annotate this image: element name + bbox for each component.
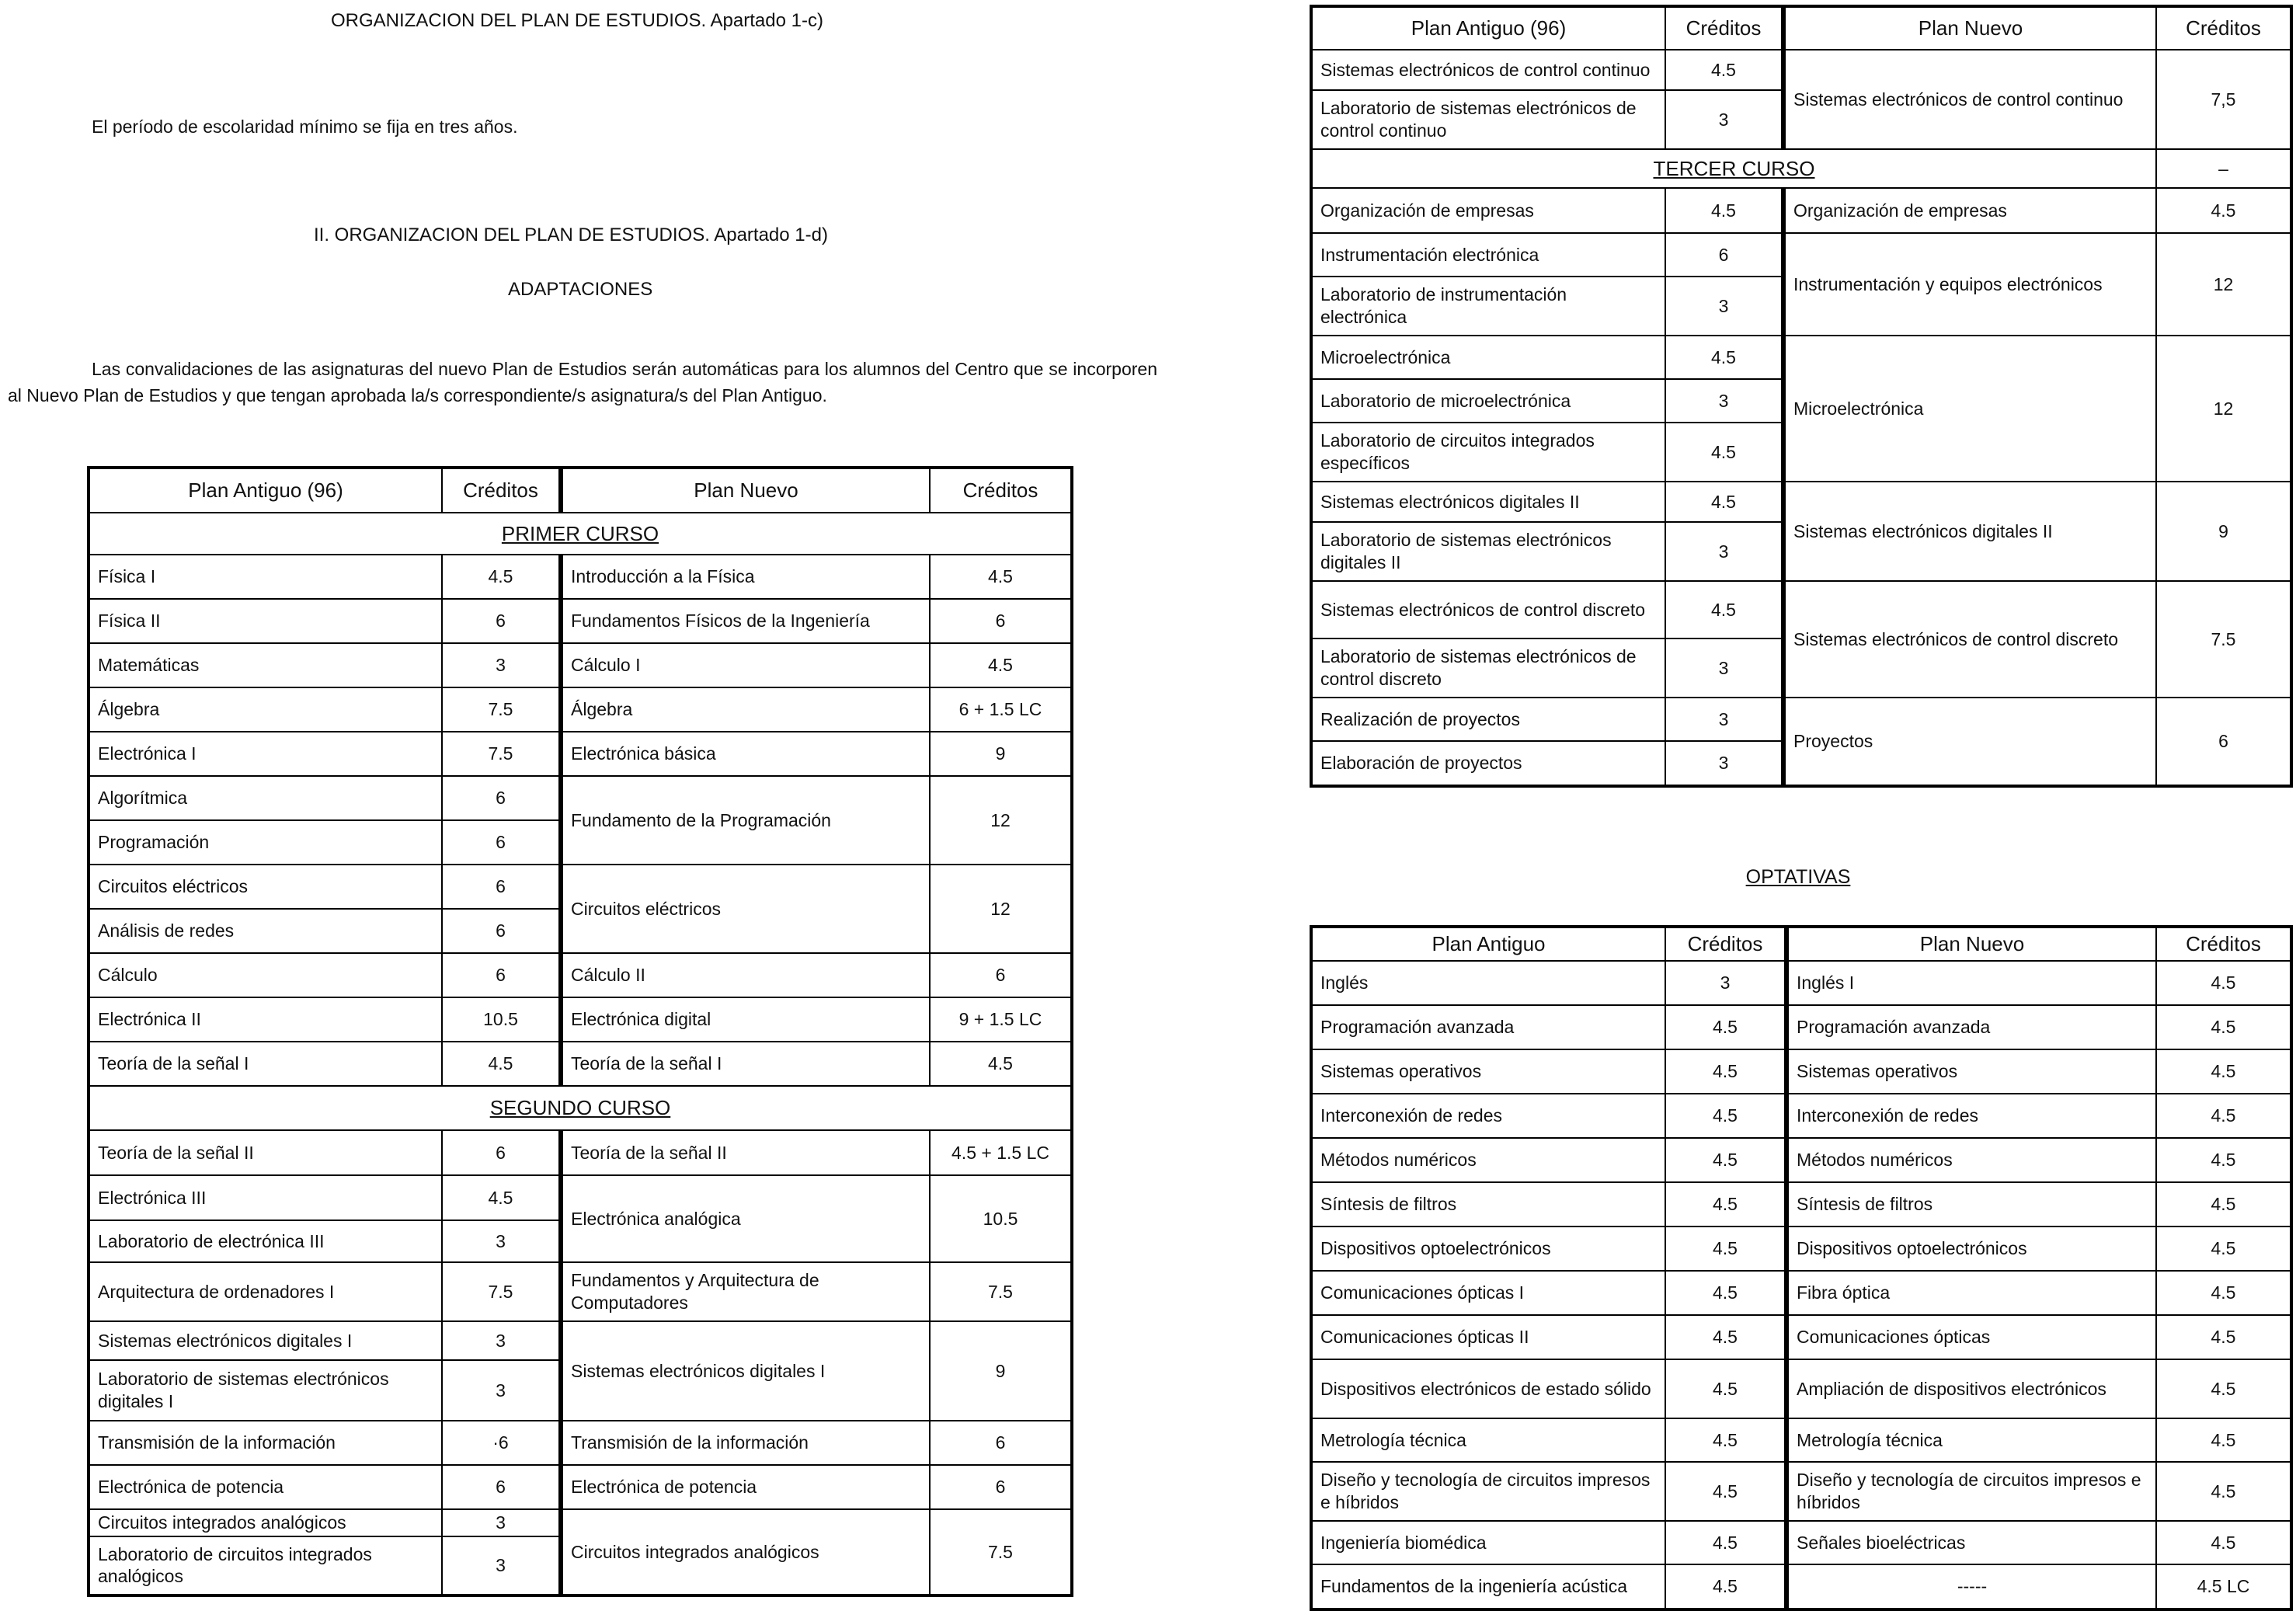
table-cell: Laboratorio de instrumentación electrónica <box>1311 277 1665 336</box>
table-cell: 3 <box>1665 961 1786 1005</box>
col-header-plan-antiguo: Plan Antiguo <box>1311 927 1665 961</box>
table-cell: 9 <box>930 732 1072 776</box>
table-cell: 4.5 <box>2156 1271 2291 1315</box>
table-cell: 4.5 <box>930 1042 1072 1086</box>
table-cell: 7.5 <box>442 687 561 732</box>
table-cell: 6 <box>930 953 1072 997</box>
table-cell: Laboratorio de circuitos integrados analógicos <box>89 1536 442 1595</box>
table-cell: Sistemas electrónicos digitales I <box>89 1321 442 1360</box>
col-header-creditos: Créditos <box>442 468 561 513</box>
adaptaciones-table-tercer <box>1310 5 2293 788</box>
table-cell: Métodos numéricos <box>1786 1138 2156 1182</box>
table-cell: Síntesis de filtros <box>1786 1182 2156 1227</box>
col-header-creditos: Créditos <box>930 468 1072 513</box>
table-cell: Diseño y tecnología de circuitos impresos e híbridos <box>1786 1462 2156 1521</box>
table-cell: Teoría de la señal I <box>89 1042 442 1086</box>
table-cell: 3 <box>1665 277 1783 336</box>
table-cell: Laboratorio de electrónica III <box>89 1220 442 1262</box>
table-cell: 4.5 <box>2156 1315 2291 1359</box>
table-cell: Transmisión de la información <box>561 1421 930 1465</box>
table-cell: Fundamentos y Arquitectura de Computadores <box>561 1262 930 1321</box>
table-cell: Ampliación de dispositivos electrónicos <box>1786 1359 2156 1418</box>
table-cell: 6 <box>442 865 561 909</box>
col-header-creditos: Créditos <box>2156 927 2291 961</box>
table-cell: 3 <box>1665 90 1783 149</box>
table-cell: 4.5 LC <box>2156 1564 2291 1609</box>
table-cell: ----- <box>1786 1564 2156 1609</box>
col-header-plan-antiguo: Plan Antiguo (96) <box>89 468 442 513</box>
table-cell: Microelectrónica <box>1311 336 1665 379</box>
table-cell: Álgebra <box>561 687 930 732</box>
table-cell: Electrónica digital <box>561 997 930 1042</box>
table-cell: Metrología técnica <box>1311 1418 1665 1462</box>
table-cell: 3 <box>442 1321 561 1360</box>
table-cell: ·6 <box>442 1421 561 1465</box>
table-cell: Sistemas electrónicos digitales I <box>561 1321 930 1421</box>
table-cell: Electrónica III <box>89 1175 442 1220</box>
table-cell: Sistemas electrónicos de control continuo <box>1311 50 1665 90</box>
table-cell: 4.5 <box>1665 1182 1786 1227</box>
table-cell: 6 <box>442 909 561 953</box>
table-cell: 7.5 <box>2156 581 2291 698</box>
table-cell: Instrumentación electrónica <box>1311 233 1665 277</box>
table-cell: 4.5 <box>2156 1521 2291 1564</box>
table-cell: Ingeniería biomédica <box>1311 1521 1665 1564</box>
table-cell: 4.5 <box>2156 1005 2291 1049</box>
table-cell: 3 <box>1665 522 1783 581</box>
col-header-creditos: Créditos <box>1665 6 1783 50</box>
table-cell: Sistemas electrónicos digitales II <box>1783 482 2156 581</box>
table-cell: 9 + 1.5 LC <box>930 997 1072 1042</box>
table-cell: Programación avanzada <box>1786 1005 2156 1049</box>
table-cell: Interconexión de redes <box>1311 1094 1665 1138</box>
table-cell: Electrónica de potencia <box>561 1465 930 1509</box>
table-cell: 4.5 <box>442 555 561 599</box>
table-cell: Laboratorio de sistemas electrónicos digitales I <box>89 1360 442 1421</box>
table-cell: 4.5 <box>930 555 1072 599</box>
table-cell: Fundamentos de la ingeniería acústica <box>1311 1564 1665 1609</box>
table-cell: 4.5 <box>1665 1049 1786 1094</box>
table-cell: Programación <box>89 820 442 865</box>
table-cell: 4.5 <box>2156 188 2291 233</box>
table-cell: Laboratorio de sistemas electrónicos de control continuo <box>1311 90 1665 149</box>
table-cell: Sistemas electrónicos de control continuo <box>1783 50 2156 149</box>
table-cell: Electrónica II <box>89 997 442 1042</box>
table-cell: Fundamento de la Programación <box>561 776 930 865</box>
table-cell: 3 <box>442 1220 561 1262</box>
optativas-title: OPTATIVAS <box>1745 866 1851 888</box>
table-cell: 7.5 <box>930 1509 1072 1595</box>
table-cell: Señales bioeléctricas <box>1786 1521 2156 1564</box>
table-cell: 10.5 <box>930 1175 1072 1262</box>
table-cell: Electrónica básica <box>561 732 930 776</box>
optativas-table <box>1310 925 2293 1611</box>
table-cell: Física I <box>89 555 442 599</box>
table-cell: 6 <box>442 1465 561 1509</box>
table-cell: Arquitectura de ordenadores I <box>89 1262 442 1321</box>
table-cell: 9 <box>930 1321 1072 1421</box>
col-header-plan-nuevo: Plan Nuevo <box>561 468 930 513</box>
table-cell: 4.5 <box>1665 336 1783 379</box>
table-cell: 6 <box>930 1421 1072 1465</box>
table-cell: Análisis de redes <box>89 909 442 953</box>
table-cell: Transmisión de la información <box>89 1421 442 1465</box>
table-cell: 4.5 <box>1665 1094 1786 1138</box>
table-cell: Inglés I <box>1786 961 2156 1005</box>
table-cell: 4.5 <box>1665 1564 1786 1609</box>
table-cell: Circuitos integrados analógicos <box>561 1509 930 1595</box>
adaptaciones-table-primer-segundo <box>87 466 1073 1597</box>
col-header-plan-nuevo: Plan Nuevo <box>1786 927 2156 961</box>
table-cell: Sistemas operativos <box>1786 1049 2156 1094</box>
table-cell: 6 <box>442 1130 561 1175</box>
table-cell: 7.5 <box>442 732 561 776</box>
table-cell: Laboratorio de microelectrónica <box>1311 379 1665 423</box>
table-cell: Síntesis de filtros <box>1311 1182 1665 1227</box>
convalidaciones-paragraph: Las convalidaciones de las asignaturas del nuevo Plan de Estudios serán automáticas para los alumnos del Centro que se incorporen al Nuevo Plan de Estudios y que tengan aprobada la/s correspondiente/s asignatura/s del Plan Antiguo. <box>8 359 1157 405</box>
table-cell: 12 <box>2156 233 2291 336</box>
table-cell: Introducción a la Física <box>561 555 930 599</box>
table-cell: 4.5 <box>2156 961 2291 1005</box>
table-cell: Diseño y tecnología de circuitos impresos e híbridos <box>1311 1462 1665 1521</box>
table-cell: Teoría de la señal II <box>89 1130 442 1175</box>
section-tercer-dash: – <box>2156 149 2291 188</box>
table-cell: Proyectos <box>1783 698 2156 786</box>
table-cell: Cálculo I <box>561 643 930 687</box>
table-cell: 4.5 <box>2156 1138 2291 1182</box>
table-cell: 6 <box>930 1465 1072 1509</box>
table-cell: Teoría de la señal II <box>561 1130 930 1175</box>
table-cell: Sistemas operativos <box>1311 1049 1665 1094</box>
table-cell: 4.5 <box>1665 1138 1786 1182</box>
table-cell: Métodos numéricos <box>1311 1138 1665 1182</box>
table-cell: Instrumentación y equipos electrónicos <box>1783 233 2156 336</box>
section-primer-curso: PRIMER CURSO <box>89 513 1072 555</box>
table-cell: 4.5 <box>2156 1049 2291 1094</box>
table-cell: Física II <box>89 599 442 643</box>
table-cell: Circuitos eléctricos <box>89 865 442 909</box>
table-cell: Comunicaciones ópticas <box>1786 1315 2156 1359</box>
table-cell: 3 <box>1665 638 1783 698</box>
table-cell: 4.5 <box>1665 1462 1786 1521</box>
table-cell: Álgebra <box>89 687 442 732</box>
table-cell: 4.5 <box>2156 1182 2291 1227</box>
table-cell: 9 <box>2156 482 2291 581</box>
table-cell: 4.5 <box>1665 1005 1786 1049</box>
table-cell: 6 <box>442 599 561 643</box>
table-cell: 4.5 <box>1665 1418 1786 1462</box>
col-header-creditos: Créditos <box>1665 927 1786 961</box>
table-cell: 6 <box>2156 698 2291 786</box>
periodo-text: El período de escolaridad mínimo se fija en tres años. <box>92 117 518 137</box>
table-cell: 3 <box>1665 698 1783 741</box>
col-header-plan-nuevo: Plan Nuevo <box>1783 6 2156 50</box>
table-cell: 4.5 <box>930 643 1072 687</box>
table-cell: 4.5 <box>1665 1227 1786 1271</box>
table-cell: Teoría de la señal I <box>561 1042 930 1086</box>
table-cell: 3 <box>1665 379 1783 423</box>
table-cell: Microelectrónica <box>1783 336 2156 482</box>
table-cell: Realización de proyectos <box>1311 698 1665 741</box>
table-cell: Programación avanzada <box>1311 1005 1665 1049</box>
section-segundo-curso: SEGUNDO CURSO <box>89 1086 1072 1130</box>
table-cell: Sistemas electrónicos de control discreto <box>1783 581 2156 698</box>
table-cell: Interconexión de redes <box>1786 1094 2156 1138</box>
table-cell: 6 <box>442 820 561 865</box>
table-cell: 4.5 <box>1665 1271 1786 1315</box>
table-cell: Electrónica analógica <box>561 1175 930 1262</box>
table-cell: 6 <box>930 599 1072 643</box>
col-header-plan-antiguo: Plan Antiguo (96) <box>1311 6 1665 50</box>
table-cell: Comunicaciones ópticas II <box>1311 1315 1665 1359</box>
table-cell: Comunicaciones ópticas I <box>1311 1271 1665 1315</box>
table-cell: 4.5 <box>2156 1227 2291 1271</box>
table-cell: Matemáticas <box>89 643 442 687</box>
table-cell: 7.5 <box>442 1262 561 1321</box>
table-cell: 7.5 <box>930 1262 1072 1321</box>
table-cell: 4.5 <box>1665 581 1783 638</box>
table-cell: 12 <box>930 776 1072 865</box>
table-cell: 3 <box>442 1360 561 1421</box>
table-cell: Fibra óptica <box>1786 1271 2156 1315</box>
table-cell: 6 <box>442 776 561 820</box>
table-cell: Laboratorio de sistemas electrónicos digitales II <box>1311 522 1665 581</box>
table-cell: Organización de empresas <box>1783 188 2156 233</box>
table-cell: Electrónica de potencia <box>89 1465 442 1509</box>
table-cell: 4.5 <box>1665 50 1783 90</box>
table-cell: Dispositivos electrónicos de estado sólido <box>1311 1359 1665 1418</box>
table-cell: 4.5 <box>2156 1418 2291 1462</box>
section-tercer-curso: TERCER CURSO <box>1311 149 2156 188</box>
table-cell: 6 <box>1665 233 1783 277</box>
table-cell: 4.5 <box>1665 1521 1786 1564</box>
table-cell: Sistemas electrónicos digitales II <box>1311 482 1665 522</box>
table-cell: 6 <box>442 953 561 997</box>
table-cell: Circuitos integrados analógicos <box>89 1509 442 1536</box>
table-cell: 10.5 <box>442 997 561 1042</box>
col-header-creditos: Créditos <box>2156 6 2291 50</box>
table-cell: Dispositivos optoelectrónicos <box>1786 1227 2156 1271</box>
table-cell: 4.5 <box>1665 423 1783 482</box>
adaptaciones-title: ADAPTACIONES <box>508 279 653 300</box>
table-cell: 4.5 <box>442 1042 561 1086</box>
table-cell: 3 <box>442 643 561 687</box>
table-cell: 4.5 + 1.5 LC <box>930 1130 1072 1175</box>
table-cell: 4.5 <box>1665 482 1783 522</box>
table-cell: 3 <box>442 1536 561 1595</box>
table-cell: 4.5 <box>442 1175 561 1220</box>
table-cell: Cálculo II <box>561 953 930 997</box>
table-cell: Inglés <box>1311 961 1665 1005</box>
table-cell: 4.5 <box>1665 1315 1786 1359</box>
section-title-1c: ORGANIZACION DEL PLAN DE ESTUDIOS. Apartado 1-c) <box>331 10 823 31</box>
table-cell: 4.5 <box>2156 1359 2291 1418</box>
section-title-1d: II. ORGANIZACION DEL PLAN DE ESTUDIOS. Apartado 1-d) <box>314 224 828 245</box>
table-cell: Cálculo <box>89 953 442 997</box>
table-cell: 3 <box>1665 741 1783 786</box>
table-cell: Elaboración de proyectos <box>1311 741 1665 786</box>
table-cell: Circuitos eléctricos <box>561 865 930 953</box>
table-cell: 4.5 <box>2156 1462 2291 1521</box>
table-cell: 12 <box>2156 336 2291 482</box>
table-cell: 7,5 <box>2156 50 2291 149</box>
table-cell: Laboratorio de sistemas electrónicos de control discreto <box>1311 638 1665 698</box>
table-cell: Laboratorio de circuitos integrados específicos <box>1311 423 1665 482</box>
table-cell: Metrología técnica <box>1786 1418 2156 1462</box>
table-cell: Dispositivos optoelectrónicos <box>1311 1227 1665 1271</box>
table-cell: Algorítmica <box>89 776 442 820</box>
table-cell: Organización de empresas <box>1311 188 1665 233</box>
table-cell: Sistemas electrónicos de control discreto <box>1311 581 1665 638</box>
table-cell: Electrónica I <box>89 732 442 776</box>
table-cell: 4.5 <box>1665 188 1783 233</box>
table-cell: 6 + 1.5 LC <box>930 687 1072 732</box>
table-cell: 4.5 <box>1665 1359 1786 1418</box>
table-cell: 12 <box>930 865 1072 953</box>
table-cell: 4.5 <box>2156 1094 2291 1138</box>
table-cell: 3 <box>442 1509 561 1536</box>
table-cell: Fundamentos Físicos de la Ingeniería <box>561 599 930 643</box>
